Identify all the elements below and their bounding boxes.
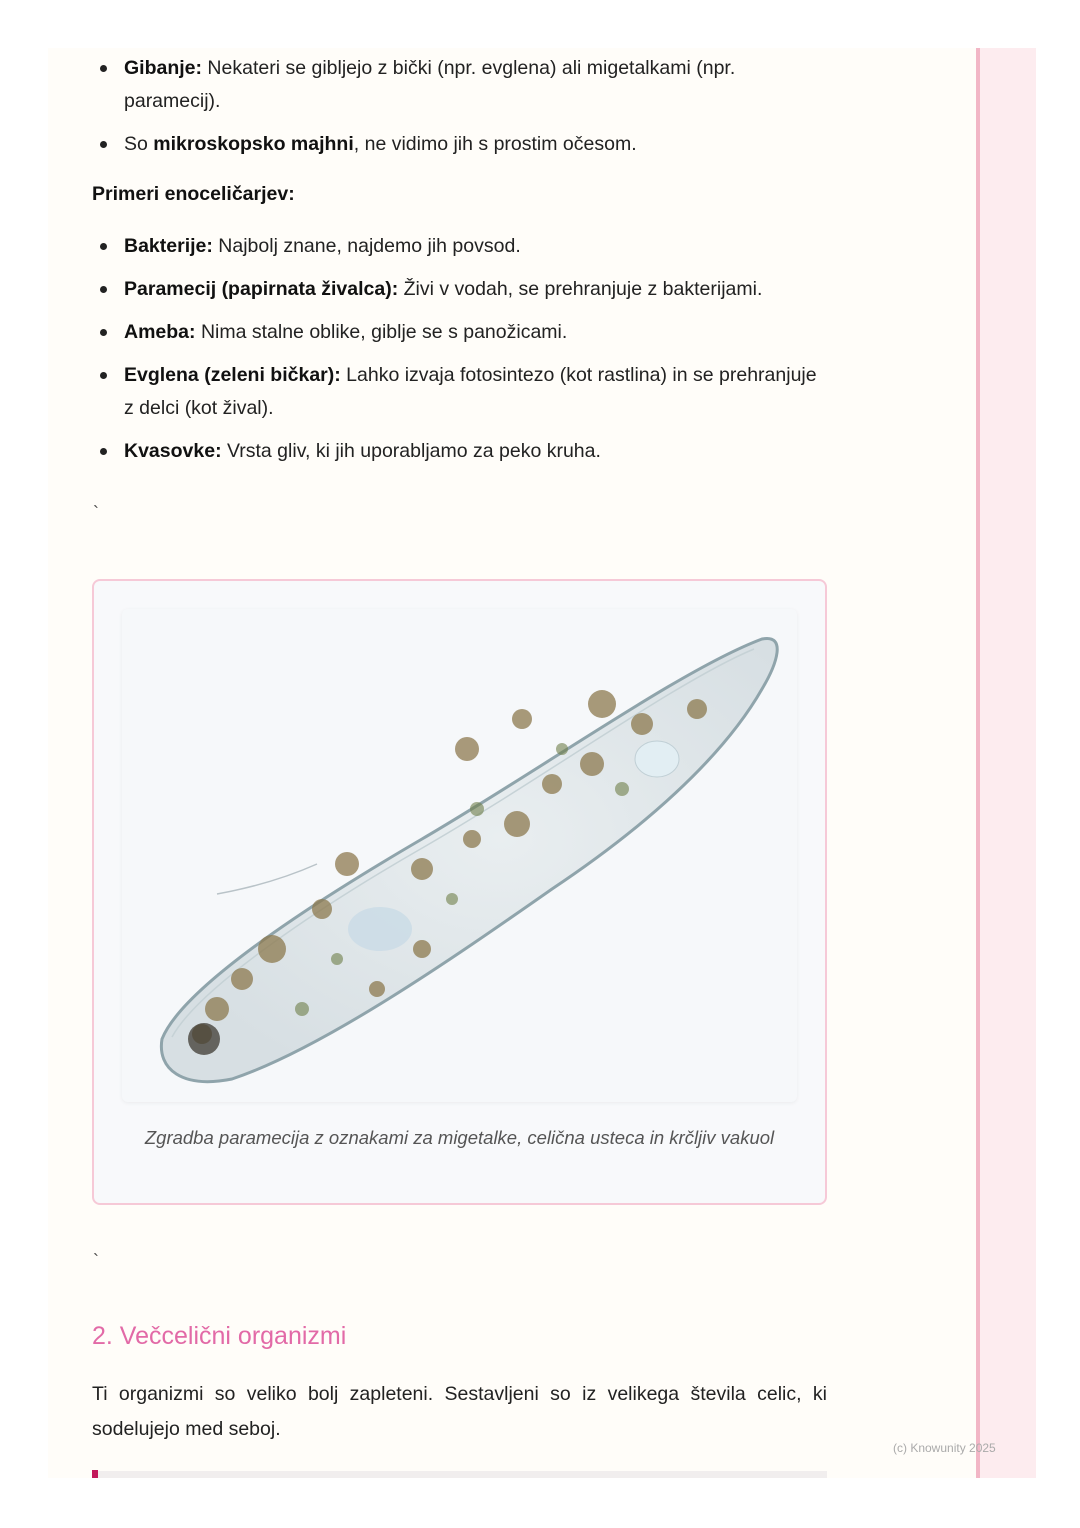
content-column <box>92 52 827 478</box>
copyright-notice: (c) Knowunity 2025 <box>893 1441 996 1455</box>
list-item: Gibanje: Nekateri se gibljejo z bički (npr. evglena) ali migetalkami (npr. paramecij). <box>92 52 827 118</box>
list-item: Ameba: Nima stalne oblike, giblje se s panožicami. <box>92 316 827 349</box>
figure-card <box>92 579 827 1205</box>
list-item: Bakterije: Najbolj znane, najdemo jih povsod. <box>92 230 827 263</box>
figure-caption: Zgradba paramecija z oznakami za migetalke, celična usteca in krčljiv vakuol <box>144 1127 775 1148</box>
bullet-icon <box>100 329 107 336</box>
list-item: Kvasovke: Vrsta gliv, ki jih uporabljamo za peko kruha. <box>92 435 827 468</box>
paramecium-micrograph <box>122 609 797 1102</box>
examples-bullet-list <box>92 230 827 468</box>
bullet-icon <box>100 65 107 72</box>
accent-marker <box>92 1470 98 1478</box>
bullet-icon <box>100 243 107 250</box>
intro-bullet-list <box>92 52 827 161</box>
list-item: So mikroskopsko majhni, ne vidimo jih s prostim očesom. <box>92 128 827 161</box>
bullet-icon <box>100 448 107 455</box>
stray-backtick: ` <box>93 503 99 523</box>
stray-backtick: ` <box>93 1251 99 1271</box>
next-block-edge <box>92 1471 827 1478</box>
bullet-icon <box>100 141 107 148</box>
bullet-icon <box>100 372 107 379</box>
right-sidebar-rail <box>976 48 1036 1478</box>
bullet-icon <box>100 286 107 293</box>
section-heading: 2. Večcelični organizmi <box>92 1322 347 1350</box>
list-item: Evglena (zeleni bičkar): Lahko izvaja fotosintezo (kot rastlina) in se prehranjuje z delci (kot žival). <box>92 359 827 425</box>
examples-heading: Primeri enoceličarjev: <box>92 183 295 205</box>
section-paragraph: Ti organizmi so veliko bolj zapleteni. Sestavljeni so iz velikega števila celic, ki sodelujejo med seboj. <box>92 1383 827 1440</box>
paramecium-illustration <box>122 609 797 1102</box>
list-item: Paramecij (papirnata živalca): Živi v vodah, se prehranjuje z bakterijami. <box>92 273 827 306</box>
